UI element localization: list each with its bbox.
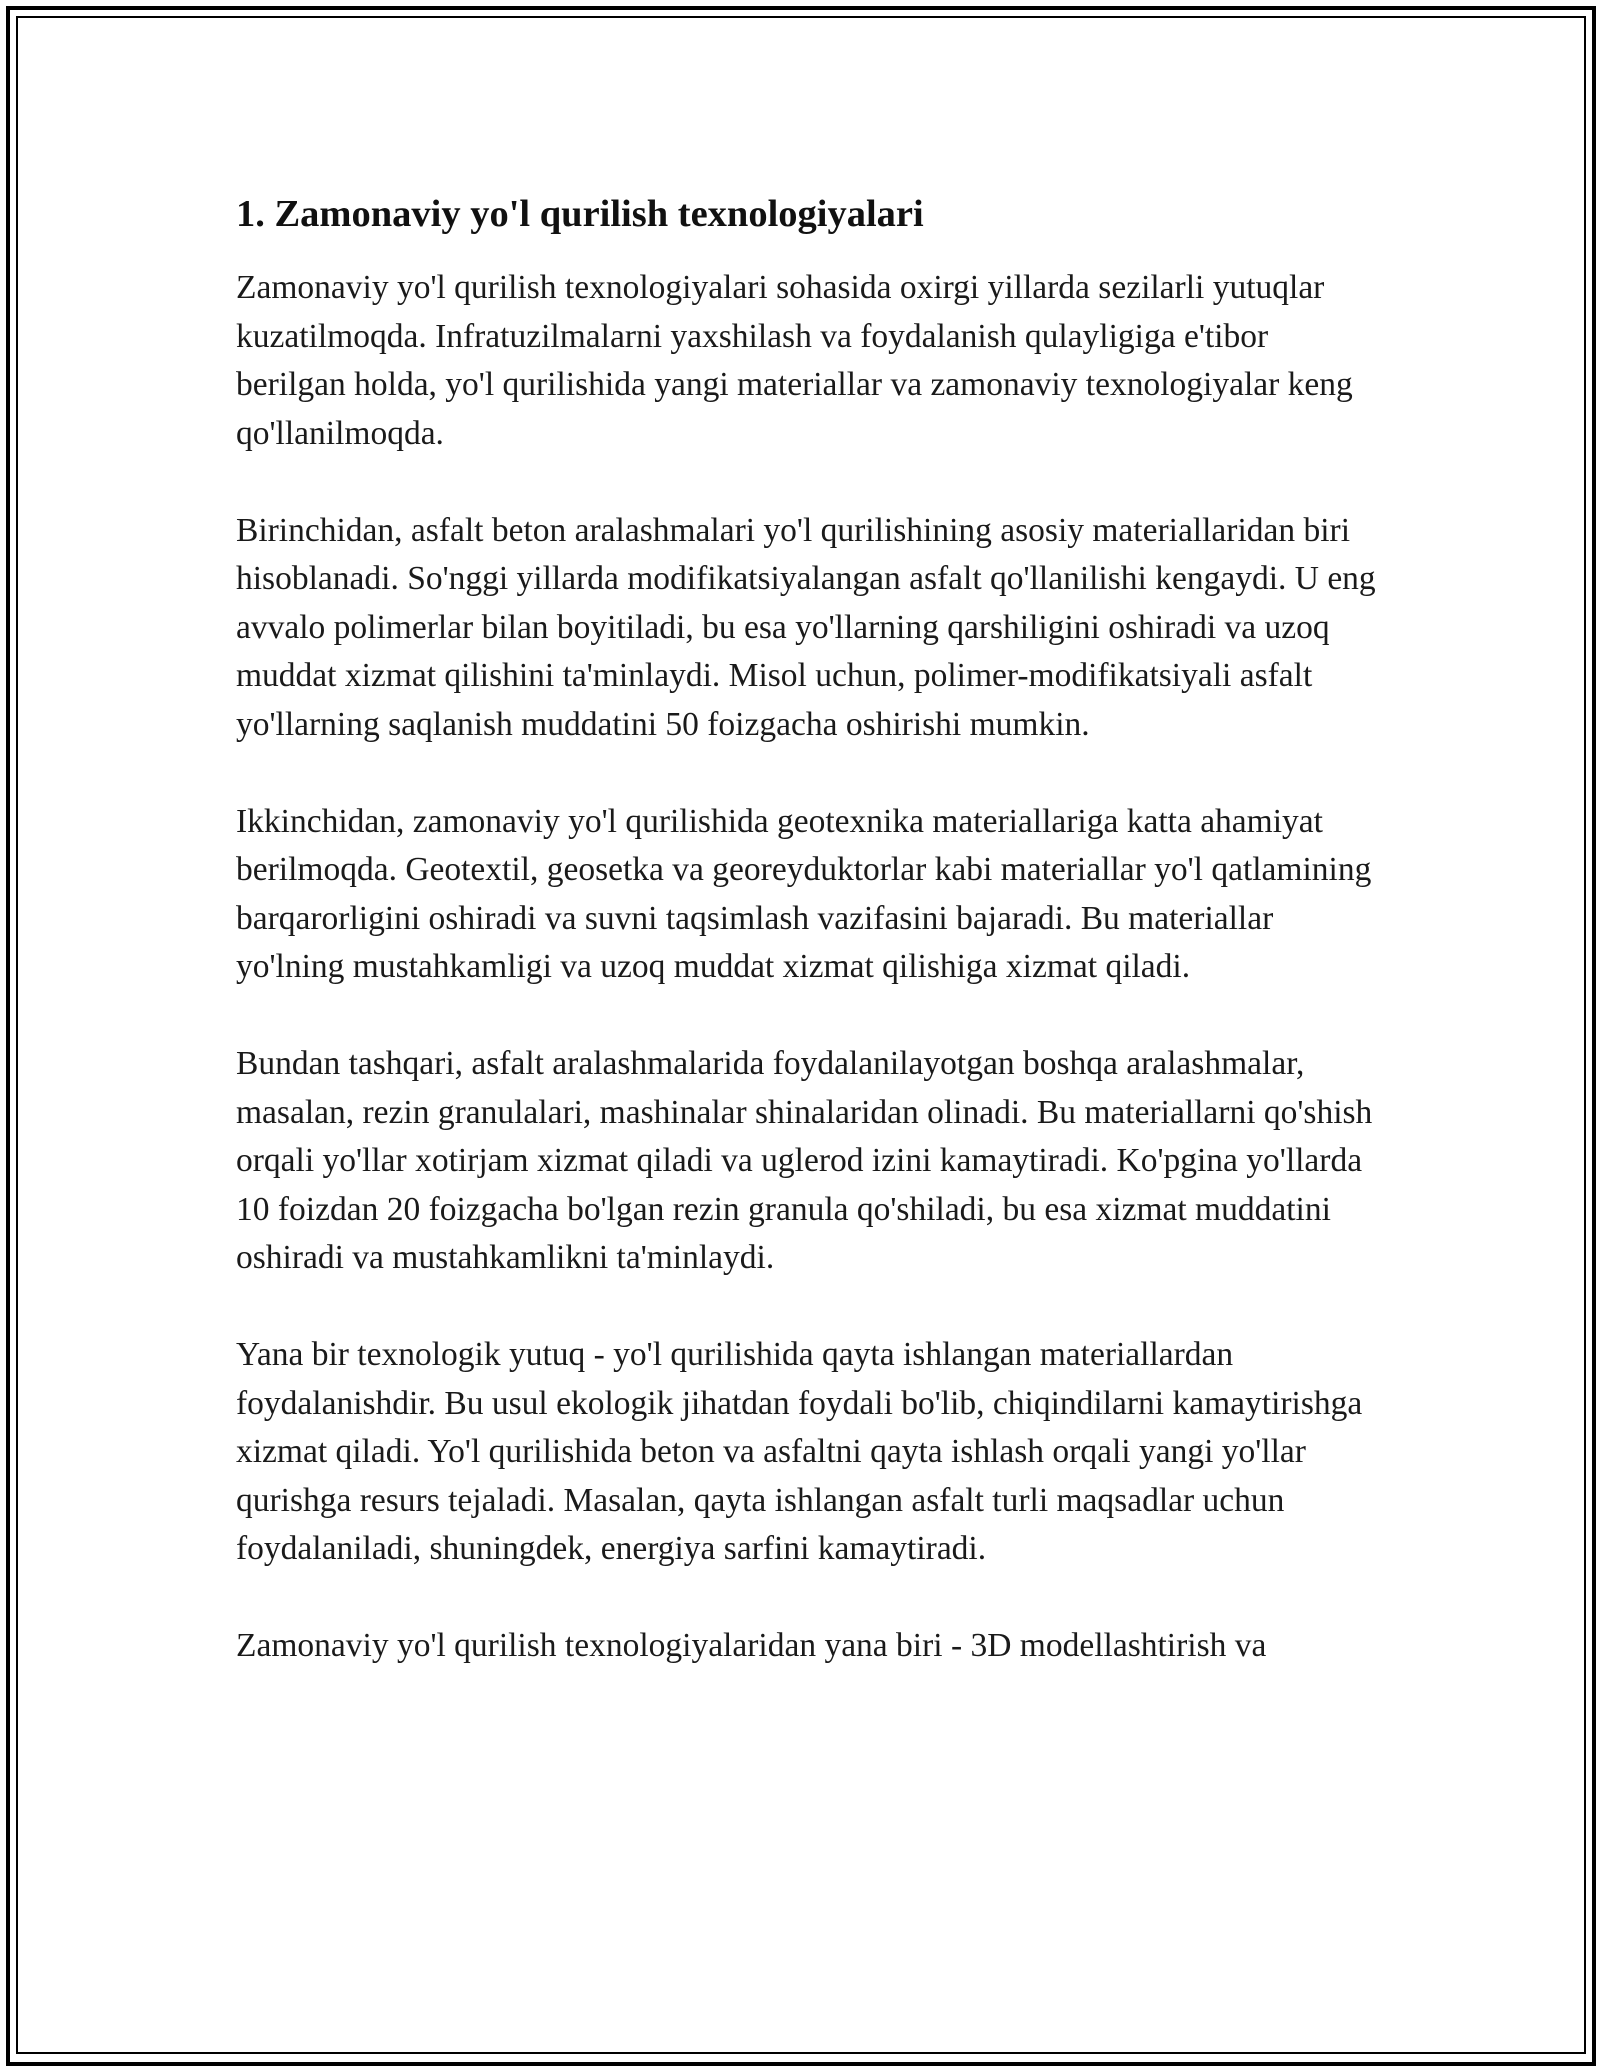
section-heading: 1. Zamonaviy yo'l qurilish texnologiyalari [236,193,924,235]
paragraph-recycled-materials: Yana bir texnologik yutuq - yo'l qurilishida qayta ishlangan materiallardan foydalanishdir. Bu usul ekologik jihatdan foydali bo'lib, chiqindilarni kamaytirishga xizmat qiladi. Yo'l qurilishida beton va asfaltni qayta ishlash orqali yangi yo'llar qurishga resurs tejaladi. Masalan, qayta ishlangan asfalt turli maqsadlar uchun foydalaniladi, shuningdek, energiya sarfini kamaytiradi. [236,1336,1363,1567]
paragraph-asphalt: Birinchidan, asfalt beton aralashmalari yo'l qurilishining asosiy materiallaridan biri hisoblanadi. So'nggi yillarda modifikatsiyalangan asfalt qo'llanilishi kengaydi. U eng avvalo polimerlar bilan boyitiladi, bu esa yo'llarning qarshiligini oshiradi va uzoq muddat xizmat qilishini ta'minlaydi. Misol uchun, polimer-modifikatsiyali asfalt yo'llarning saqlanish muddatini 50 foizgacha oshirishi mumkin. [236,511,1376,743]
document-body [236,186,1376,1719]
paragraph-geotechnics: Ikkinchidan, zamonaviy yo'l qurilishida geotexnika materiallariga katta ahamiyat berilmoqda. Geotextil, geosetka va georeyduktorlar kabi materiallar yo'l qatlamining barqarorligini oshiradi va suvni taqsimlash vazifasini bajaradi. Bu materiallar yo'lning mustahkamligi va uzoq muddat xizmat qilishiga xizmat qiladi. [236,802,1372,985]
paragraph-rubber-granules: Bundan tashqari, asfalt aralashmalarida foydalanilayotgan boshqa aralashmalar, masalan, rezin granulalari, mashinalar shinalaridan olinadi. Bu materiallarni qo'shish orqali yo'llar xotirjam xizmat qiladi va uglerod izini kamaytiradi. Ko'pgina yo'llarda 10 foizdan 20 foizgacha bo'lgan rezin granula qo'shiladi, bu esa xizmat muddatini oshiradi va mustahkamlikni ta'minlaydi. [236,1045,1373,1276]
paragraph-3d-modeling: Zamonaviy yo'l qurilish texnologiyalaridan yana biri - 3D modellashtirish va [236,1627,1267,1664]
paragraph-intro: Zamonaviy yo'l qurilish texnologiyalari sohasida oxirgi yillarda sezilarli yutuqlar kuzatilmoqda. Infratuzilmalarni yaxshilash va foydalanish qulayligiga e'tibor berilgan holda, yo'l qurilishida yangi materiallar va zamonaviy texnologiyalar keng qo'llanilmoqda. [236,269,1353,452]
